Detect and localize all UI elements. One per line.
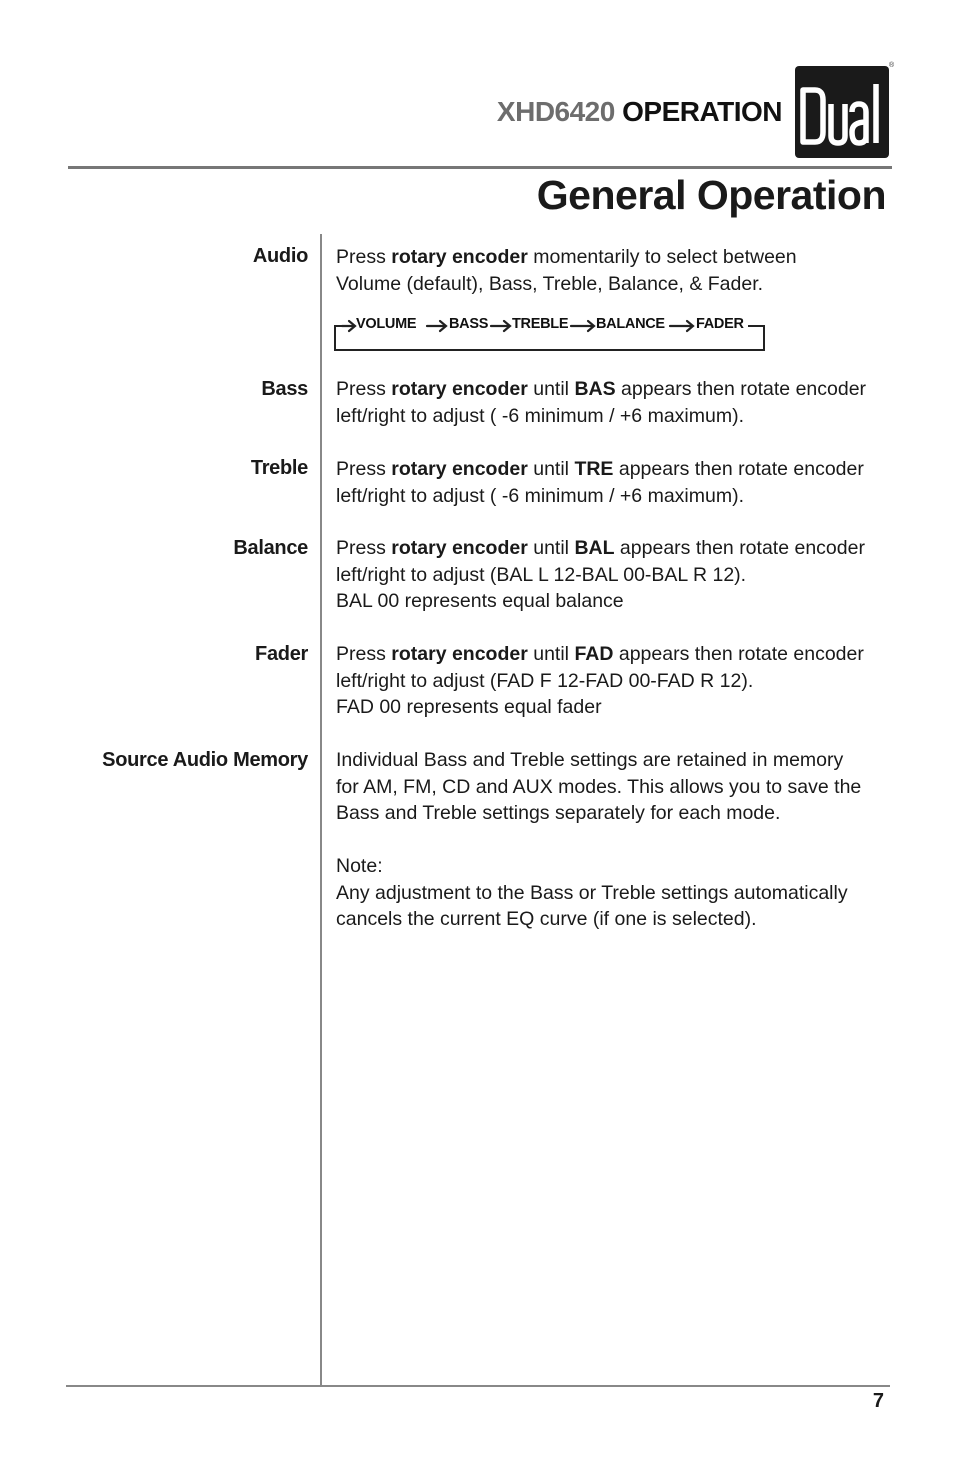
label-fader: Fader bbox=[255, 643, 308, 665]
text: momentarily to select between bbox=[527, 246, 797, 268]
label-balance: Balance bbox=[233, 537, 308, 559]
spacer bbox=[336, 827, 896, 854]
text: Press bbox=[336, 537, 392, 559]
text: cancels the current EQ curve (if one is selected). bbox=[336, 908, 757, 930]
note-label: Note: bbox=[336, 855, 383, 877]
term-bal: BAL bbox=[574, 537, 615, 559]
term-fad: FAD bbox=[574, 643, 614, 665]
text: left/right to adjust ( -6 minimum / +6 maximum). bbox=[336, 484, 744, 507]
flow-step-bass: BASS bbox=[449, 316, 489, 332]
label-bass: Bass bbox=[261, 378, 308, 400]
text: appears then rotate encoder bbox=[614, 537, 865, 559]
term-tre: TRE bbox=[574, 458, 614, 480]
source-audio-memory-description bbox=[336, 747, 896, 933]
text: Individual Bass and Treble settings are retained in memory bbox=[336, 749, 844, 771]
text: appears then rotate encoder bbox=[613, 643, 864, 665]
bass-description bbox=[336, 376, 896, 429]
balance-description bbox=[336, 535, 896, 615]
text: until bbox=[527, 643, 575, 665]
term-rotary-encoder: rotary encoder bbox=[391, 537, 528, 559]
term-rotary-encoder: rotary encoder bbox=[391, 378, 528, 400]
text: FAD 00 represents equal fader bbox=[336, 696, 602, 718]
term-rotary-encoder: rotary encoder bbox=[391, 458, 528, 480]
text: Volume (default), Bass, Treble, Balance, & Fader. bbox=[336, 272, 764, 295]
text: Press bbox=[336, 643, 392, 665]
flow-step-volume: VOLUME bbox=[356, 316, 417, 332]
text: until bbox=[527, 537, 575, 559]
text: Any adjustment to the Bass or Treble settings automatically bbox=[336, 881, 848, 904]
audio-mode-cycle-diagram bbox=[334, 315, 764, 350]
text: until bbox=[527, 458, 575, 480]
brand-logo bbox=[795, 66, 889, 158]
page-title: General Operation bbox=[536, 172, 886, 218]
audio-description bbox=[336, 244, 896, 297]
text: for AM, FM, CD and AUX modes. This allows you to save the bbox=[336, 775, 862, 798]
term-rotary-encoder: rotary encoder bbox=[391, 643, 528, 665]
flow-step-fader: FADER bbox=[696, 316, 744, 332]
fader-description bbox=[336, 641, 896, 721]
text: Press bbox=[336, 246, 392, 268]
logo-lettering-graphic bbox=[795, 66, 889, 158]
text: appears then rotate encoder bbox=[615, 378, 867, 400]
registered-mark: ® bbox=[889, 62, 895, 69]
text: Press bbox=[336, 378, 392, 400]
operation-label: OPERATION bbox=[622, 96, 782, 127]
text: appears then rotate encoder bbox=[613, 458, 864, 480]
flow-step-treble: TREBLE bbox=[512, 316, 569, 332]
footer-divider bbox=[66, 1385, 890, 1387]
column-divider bbox=[320, 234, 322, 1386]
term-bas: BAS bbox=[574, 378, 616, 400]
label-treble: Treble bbox=[250, 457, 308, 479]
label-source-audio-memory: Source Audio Memory bbox=[102, 749, 308, 771]
label-audio: Audio bbox=[252, 245, 308, 267]
text: Bass and Treble settings separately for each mode. bbox=[336, 802, 781, 824]
text: BAL 00 represents equal balance bbox=[336, 590, 624, 612]
flow-step-balance: BALANCE bbox=[596, 316, 665, 332]
text: until bbox=[527, 378, 575, 400]
text: left/right to adjust (FAD F 12-FAD 00-FAD R 12). bbox=[336, 669, 754, 692]
header-model-title bbox=[497, 96, 782, 128]
page-number: 7 bbox=[872, 1390, 884, 1412]
model-number: XHD6420 bbox=[496, 96, 615, 127]
header-divider bbox=[68, 166, 892, 169]
text: left/right to adjust (BAL L 12-BAL 00-BAL R 12). bbox=[336, 563, 747, 586]
term-rotary-encoder: rotary encoder bbox=[391, 246, 528, 268]
text: left/right to adjust ( -6 minimum / +6 maximum). bbox=[336, 404, 744, 427]
text: Press bbox=[336, 458, 392, 480]
treble-description bbox=[336, 456, 896, 509]
